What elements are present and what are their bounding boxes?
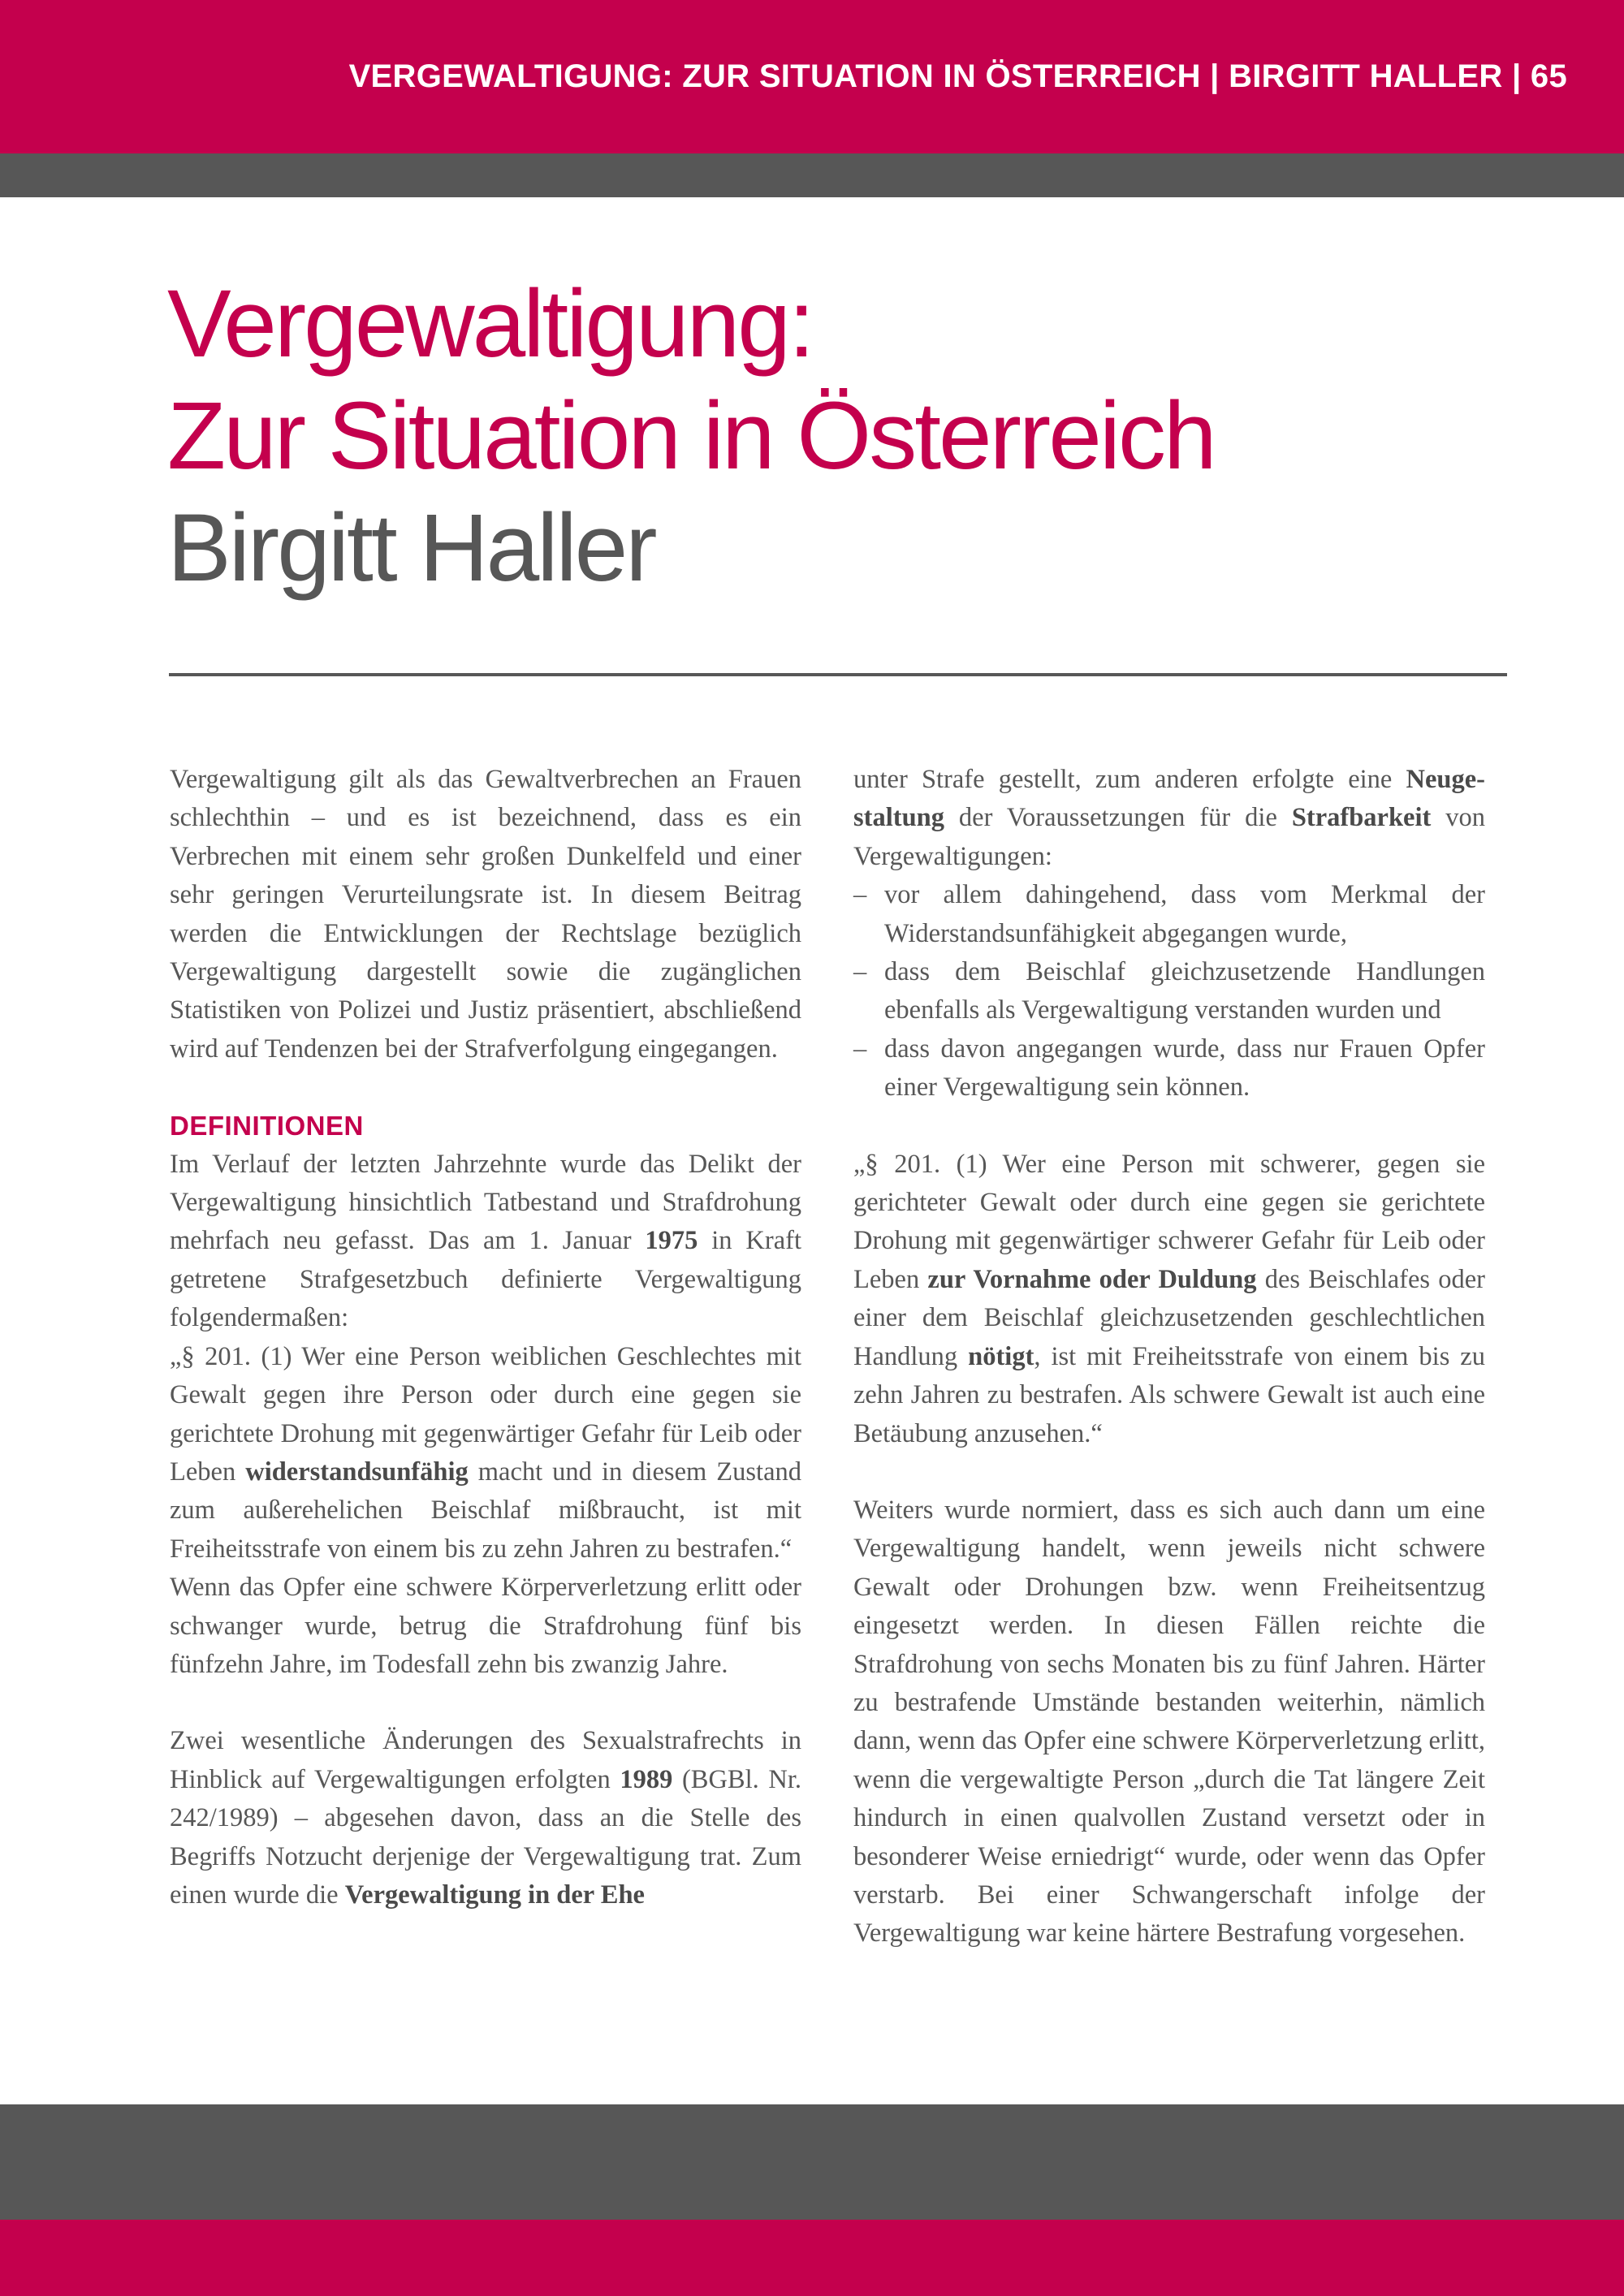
text-column-right: [853, 761, 1485, 1953]
article-title-block: [167, 268, 1215, 604]
article-author: Birgitt Haller: [167, 494, 655, 602]
article-title-line-2: Zur Situation in Österreich: [167, 382, 1215, 490]
further-provisions-paragraph: Weiters wurde normiert, dass es sich auch dann um eine Vergewaltigung handelt, wenn jeweils nicht schwere Gewalt oder Drohungen bzw. wenn Freiheitsentzug eingesetzt werden. In diesen Fällen reichte die Strafdrohung von sechs Monaten bis zu fünf Jahren. Härter zu bestrafende Umstände bestanden weiterhin, nämlich dann, wenn das Opfer eine schwere Körperverletzung erlitt, wenn die vergewaltigte Person „durch die Tat längere Zeit hindurch in einen qualvollen Zustand versetzt oder in besonderer Weise erniedrigt“ wurde, oder wenn das Opfer verstarb. Bei einer Schwangerschaft infolge der Vergewaltigung war keine härtere Bestrafung vorgesehen.: [853, 1495, 1485, 1949]
footer-grey-band: [0, 2104, 1624, 2220]
title-divider: [169, 673, 1507, 676]
intro-paragraph: Vergewaltigung gilt als das Gewaltverbrechen an Frauen schlechthin – und es ist bezeichnend, dass es ein Verbrechen mit einem sehr großen Dunkelfeld und einer sehr geringen Verurteilungsrate ist. In diesem Beitrag werden die Entwicklungen der Rechtslage bezüglich Vergewaltigung dargestellt sowie die zugänglichen Statistiken von Polizei und Justiz präsentiert, abschließend wird auf Tendenzen bei der Strafverfolgung eingegangen.: [170, 765, 801, 1064]
law-quote-1989: „§ 201. (1) Wer eine Person mit schwerer, gegen sie gerichteter Gewalt oder durch eine gegen sie gerichtete Drohung mit gegenwärtiger schwerer Gefahr für Leib oder Leben zur Vornahme oder Duldung des Beischlafes oder einer dem Beischlaf gleichzusetzenden geschlechtlichen Handlung nötigt, ist mit Freiheitsstrafe von einem bis zu zehn Jahren zu bestrafen. Als schwere Gewalt ist auch eine Betäubung anzusehen.“: [853, 1149, 1485, 1448]
list-item: – vor allem dahingehend, dass vom Merkmal der Widerstandsunfähigkeit abgegangen wurde,: [853, 876, 1485, 953]
penalty-paragraph: Wenn das Opfer eine schwere Körperverletzung erlitt oder schwanger wurde, betrug die Strafdrohung fünf bis fünfzehn Jahre, im Todesfall zehn bis zwanzig Jahre.: [170, 1573, 801, 1679]
footer-bar: [0, 2220, 1624, 2296]
header-bar: [0, 0, 1624, 153]
definitions-paragraph: Im Verlauf der letzten Jahrzehnte wurde das Delikt der Vergewaltigung hinsichtlich Tatbestand und Strafdrohung mehrfach neu gefasst. Das am 1. Januar 1975 in Kraft getretene Strafgesetzbuch definierte Vergewaltigung folgendermaßen:: [170, 1149, 801, 1333]
list-item: – dass davon angegangen wurde, dass nur Frauen Opfer einer Vergewaltigung sein können.: [853, 1030, 1485, 1107]
changes-continued-paragraph: unter Strafe gestellt, zum anderen erfolgte eine Neugestaltung der Voraussetzungen für die Strafbarkeit von Vergewaltigungen:: [853, 765, 1485, 871]
header-grey-band: [0, 153, 1624, 197]
running-head: VERGEWALTIGUNG: ZUR SITUATION IN ÖSTERREICH | BIRGITT HALLER | 65: [348, 58, 1567, 94]
law-quote-1975: „§ 201. (1) Wer eine Person weiblichen Geschlechtes mit Gewalt gegen ihre Person oder durch eine gegen sie gerichtete Drohung mit gegenwärtiger Gefahr für Leib oder Leben widerstandsunfähig macht und in diesem Zustand zum außerehelichen Beischlaf mißbraucht, ist mit Freiheitsstrafe von einem bis zu zehn Jahren zu bestrafen.“: [170, 1341, 802, 1564]
list-item: – dass dem Beischlaf gleichzusetzende Handlungen ebenfalls als Vergewaltigung verstanden wurden und: [853, 953, 1485, 1030]
text-column-left: [170, 761, 801, 1914]
changes-paragraph: Zwei wesentliche Änderungen des Sexualstrafrechts in Hinblick auf Vergewaltigungen erfolgten 1989 (BGBl. Nr. 242/1989) – abgesehen davon, dass an die Stelle des Begriffs Notzucht derjenige der Vergewaltigung trat. Zum einen wurde die Vergewaltigung in der Ehe: [170, 1726, 801, 1910]
section-heading-definitions: DEFINITIONEN: [170, 1111, 364, 1142]
article-title-line-1: Vergewaltigung:: [167, 270, 813, 378]
changes-list: [853, 876, 1485, 1107]
